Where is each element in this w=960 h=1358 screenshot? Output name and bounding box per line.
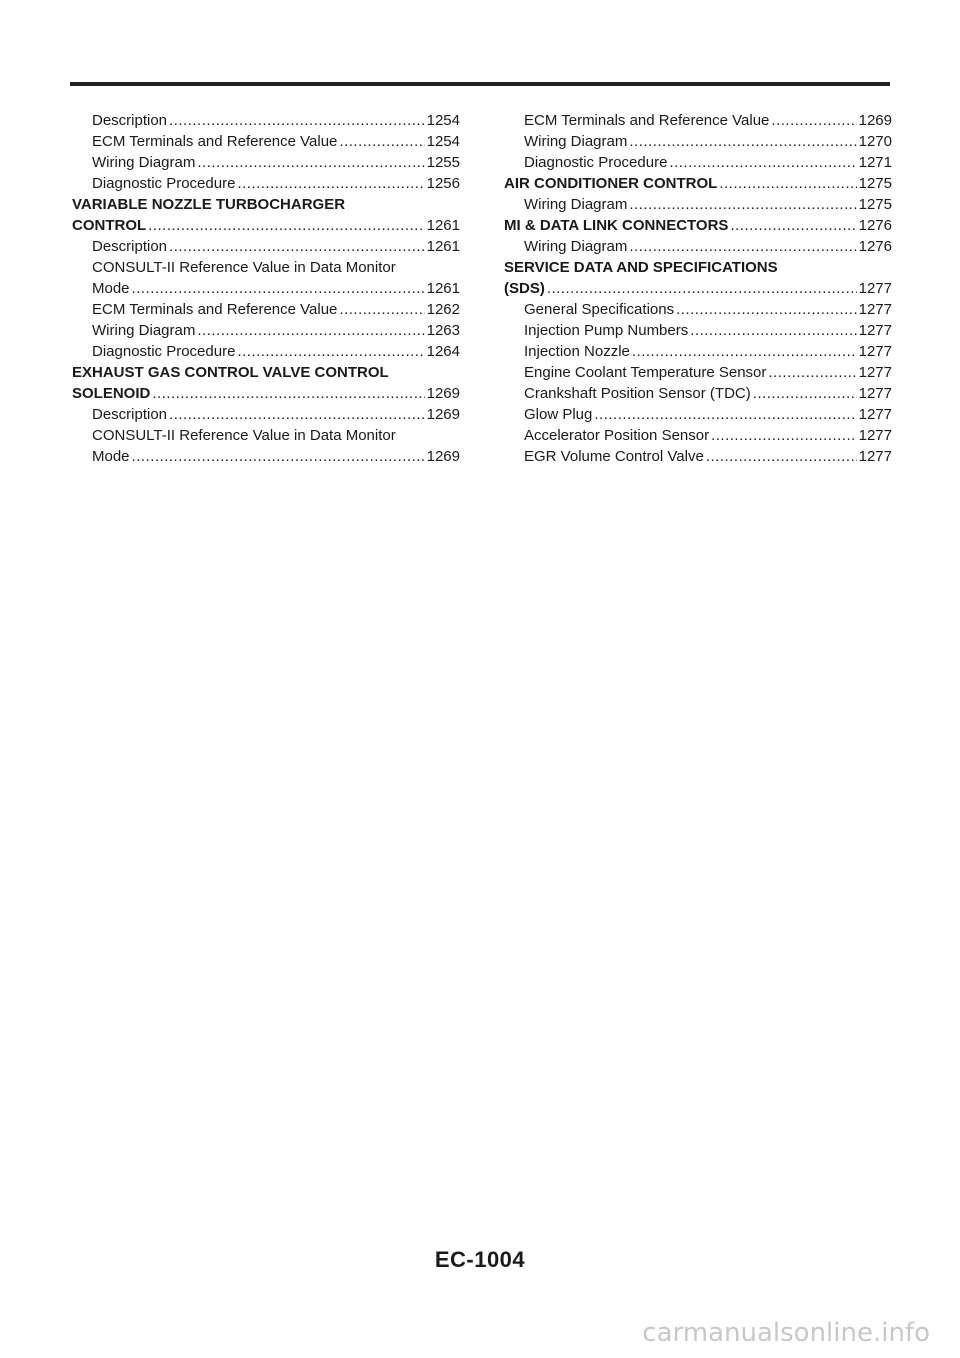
toc-entry-title: ECM Terminals and Reference Value [524,112,770,129]
dot-leader [711,425,857,446]
toc-section-entry[interactable] [504,173,892,194]
toc-entry-title: Description [92,238,168,255]
dot-leader [629,194,856,215]
toc-page-number: 1277 [858,280,892,297]
toc-entry-title: Wiring Diagram [92,322,196,339]
toc-entry-title: Engine Coolant Temperature Sensor [524,364,767,381]
toc-page-number: 1275 [858,175,892,192]
dot-leader [706,446,857,467]
dot-leader [237,173,424,194]
toc-page-number: 1269 [858,112,892,129]
dot-leader [669,152,856,173]
toc-entry-continued [72,425,460,446]
toc-entry-title: Description [92,112,168,129]
toc-entry-title: Description [92,406,168,423]
toc-page-number: 1277 [858,385,892,402]
toc-entry-title: Mode [92,280,130,297]
toc-page-number: 1271 [858,154,892,171]
dot-leader [132,446,425,467]
toc-page-number: 1264 [426,343,460,360]
dot-leader [690,320,856,341]
toc-entry[interactable] [504,152,892,173]
toc-page-number: 1276 [858,217,892,234]
toc-section-entry[interactable] [504,278,892,299]
toc-page-number: 1277 [858,427,892,444]
toc-page-number: 1255 [426,154,460,171]
toc-page-number: 1277 [858,301,892,318]
toc-entry[interactable] [504,425,892,446]
dot-leader [594,404,856,425]
toc-page-number: 1277 [858,322,892,339]
toc-section-heading: VARIABLE NOZZLE TURBOCHARGER [72,196,346,213]
toc-entry-title: Glow Plug [524,406,593,423]
toc-page-number: 1276 [858,238,892,255]
toc-entry-title: Injection Pump Numbers [524,322,689,339]
dot-leader [152,383,424,404]
toc-entry[interactable] [72,299,460,320]
toc-entry-title: (SDS) [504,280,545,297]
toc-entry-title: ECM Terminals and Reference Value [92,301,338,318]
toc-entry[interactable] [504,131,892,152]
dot-leader [632,341,857,362]
toc-entry-title: Diagnostic Procedure [524,154,668,171]
toc-page-number: 1254 [426,112,460,129]
toc-page-number: 1263 [426,322,460,339]
dot-leader [339,131,424,152]
toc-entry[interactable] [504,404,892,425]
toc-page-number: 1261 [426,280,460,297]
toc-section-entry[interactable] [72,383,460,404]
toc-entry[interactable] [504,341,892,362]
toc-page-number: 1277 [858,406,892,423]
toc-page-number: 1256 [426,175,460,192]
toc-page-number: 1261 [426,238,460,255]
toc-section-heading: SERVICE DATA AND SPECIFICATIONS [504,259,778,276]
toc-entry[interactable] [504,110,892,131]
dot-leader [132,278,425,299]
toc-entry[interactable] [72,152,460,173]
dot-leader [197,320,424,341]
toc-entry[interactable] [504,446,892,467]
toc-entry[interactable] [72,320,460,341]
toc-entry-title: Injection Nozzle [524,343,630,360]
toc-entry[interactable] [504,320,892,341]
toc-page-number: 1261 [426,217,460,234]
toc-page-number: 1277 [858,448,892,465]
toc-section-entry[interactable] [504,215,892,236]
toc-entry[interactable] [72,341,460,362]
dot-leader [629,236,856,257]
toc-entry-title: Accelerator Position Sensor [524,427,710,444]
toc-entry[interactable] [504,236,892,257]
toc-entry-title: SOLENOID [72,385,151,402]
toc-entry[interactable] [72,404,460,425]
toc-entry-title: CONSULT-II Reference Value in Data Monitor [92,259,396,276]
toc-entry[interactable] [504,383,892,404]
toc-entry-title: Wiring Diagram [524,238,628,255]
toc-entry-title: ECM Terminals and Reference Value [92,133,338,150]
watermark: carmanualsonline.info [642,1318,930,1348]
toc-entry-title: AIR CONDITIONER CONTROL [504,175,718,192]
dot-leader [169,110,425,131]
toc-entry-continued [72,257,460,278]
dot-leader [768,362,856,383]
toc-entry-title: Crankshaft Position Sensor (TDC) [524,385,751,402]
toc-entry-title: Mode [92,448,130,465]
toc-entry[interactable] [72,131,460,152]
dot-leader [676,299,857,320]
toc-entry[interactable] [72,446,460,467]
dot-leader [771,110,856,131]
toc-entry-title: CONTROL [72,217,147,234]
toc-entry-title: Wiring Diagram [524,133,628,150]
toc-page-number: 1262 [426,301,460,318]
toc-entry[interactable] [504,194,892,215]
toc-entry[interactable] [504,362,892,383]
toc-page-number: 1277 [858,364,892,381]
toc-page-number: 1254 [426,133,460,150]
toc-page-number: 1277 [858,343,892,360]
toc-page-number: 1270 [858,133,892,150]
top-rule [70,82,890,86]
toc-entry[interactable] [72,278,460,299]
dot-leader [197,152,424,173]
dot-leader [237,341,424,362]
dot-leader [169,404,425,425]
toc-entry[interactable] [72,173,460,194]
toc-entry[interactable] [72,236,460,257]
page-number: EC-1004 [434,1247,526,1272]
toc-entry-title: General Specifications [524,301,675,318]
toc-entry-title: MI & DATA LINK CONNECTORS [504,217,729,234]
toc-section-entry[interactable] [72,215,460,236]
dot-leader [753,383,857,404]
toc-page-number: 1275 [858,196,892,213]
toc-page-number: 1269 [426,385,460,402]
toc-entry-title: CONSULT-II Reference Value in Data Monitor [92,427,396,444]
toc-entry-title: Diagnostic Procedure [92,343,236,360]
dot-leader [629,131,856,152]
toc-page-number: 1269 [426,406,460,423]
dot-leader [148,215,424,236]
toc-page-number: 1269 [426,448,460,465]
toc-entry-title: Wiring Diagram [524,196,628,213]
toc-right-column [504,110,892,467]
toc-entry[interactable] [72,110,460,131]
dot-leader [719,173,856,194]
dot-leader [169,236,425,257]
toc-section-heading: EXHAUST GAS CONTROL VALVE CONTROL [72,364,389,381]
toc-entry-title: EGR Volume Control Valve [524,448,704,465]
toc-left-column [72,110,460,467]
toc-entry-title: Diagnostic Procedure [92,175,236,192]
dot-leader [339,299,424,320]
dot-leader [547,278,857,299]
toc-entry-title: Wiring Diagram [92,154,196,171]
toc-entry[interactable] [504,299,892,320]
dot-leader [730,215,856,236]
